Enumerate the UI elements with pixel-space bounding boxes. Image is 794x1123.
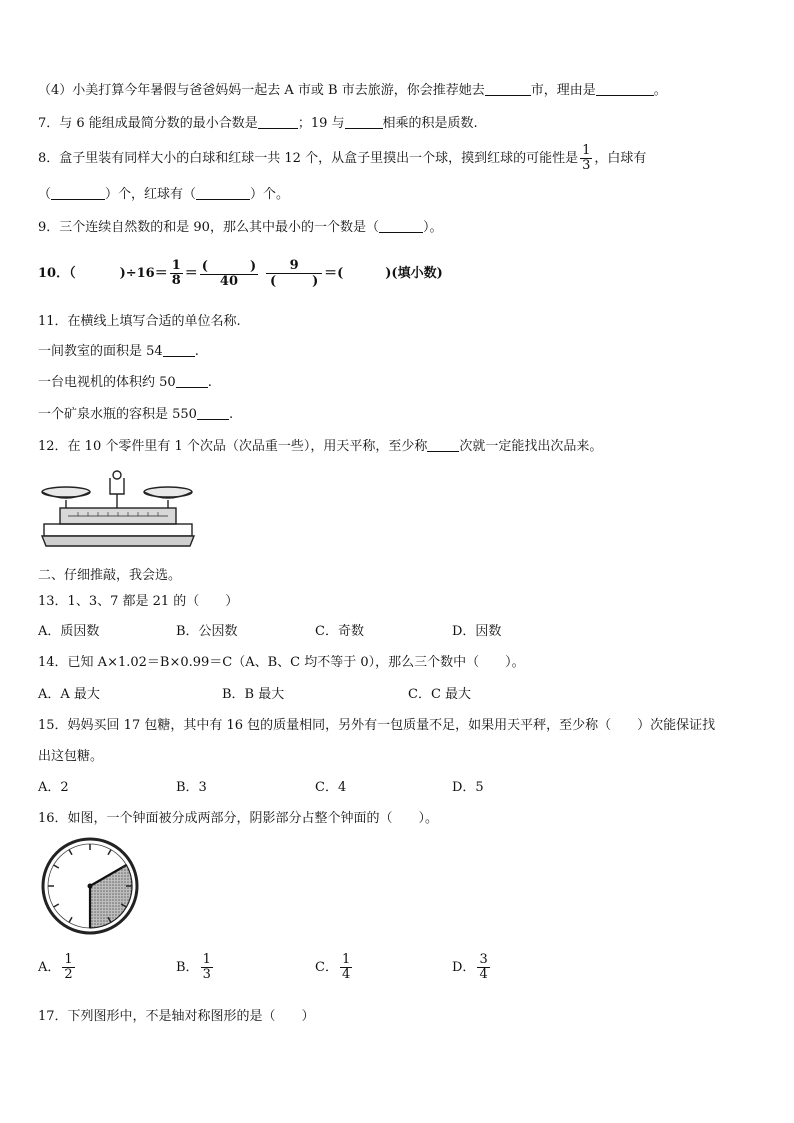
q15-stem-l1: 15．妈妈买回 17 包糖，其中有 16 包的质量相同，另外有一包质量不足，如果用天平秤，至少称（ ）次能保证找 bbox=[38, 718, 716, 733]
q10-equals-2: ＝( bbox=[324, 266, 344, 281]
q13-option-d[interactable]: D．因数 bbox=[452, 624, 502, 639]
fraction-one-eighth: $\frac{1}{8}$ bbox=[171, 258, 181, 288]
q6-text-a: （4）小美打算今年暑假与爸爸妈妈一起去 A 市或 B 市去旅游，你会推荐她去 bbox=[38, 83, 485, 98]
question-17 bbox=[38, 1008, 315, 1026]
question-15-l1 bbox=[38, 717, 715, 735]
q12-text-a: 12．在 10 个零件里有 1 个次品（次品重一些），用天平称，至少称 bbox=[38, 439, 428, 454]
q6-text-b: 市，理由是 bbox=[530, 83, 596, 98]
fraction: $\frac{1}{2}$ bbox=[64, 952, 73, 982]
answer-blank[interactable] bbox=[176, 374, 208, 388]
q16-option-d-label: D． bbox=[452, 960, 476, 975]
q16-option-b[interactable] bbox=[176, 950, 215, 986]
question-11-title bbox=[38, 313, 241, 331]
q6-text-c: 。 bbox=[653, 83, 667, 98]
q16-option-a[interactable] bbox=[38, 950, 77, 986]
q8-text-b: ，白球有 bbox=[594, 151, 647, 166]
q8-line2-a: （ bbox=[38, 187, 52, 202]
question-8 bbox=[38, 142, 646, 176]
question-15-l2 bbox=[38, 748, 103, 766]
answer-blank[interactable] bbox=[427, 438, 459, 452]
answer-blank[interactable] bbox=[485, 82, 531, 96]
q9-text-a: 9．三个连续自然数的和是 90，那么其中最小的一个数是（ bbox=[38, 220, 379, 235]
fraction-one-third: $\frac{1}{3}$ bbox=[582, 143, 591, 173]
q7-text-c: 相乘的积是质数. bbox=[382, 116, 478, 131]
q16-option-b-label: B． bbox=[176, 960, 199, 975]
clock-face-illustration bbox=[40, 836, 140, 936]
q15-option-b[interactable]: B．3 bbox=[176, 780, 207, 795]
fraction: $\frac{1}{4}$ bbox=[341, 952, 351, 982]
q10-prefix: 10．（ bbox=[38, 266, 76, 281]
q10-div16: )÷16＝ bbox=[119, 266, 168, 281]
q10-equals: ＝ bbox=[184, 266, 198, 281]
q8-line2-c: ）个。 bbox=[250, 187, 290, 202]
q7-text-b: ；19 与 bbox=[297, 116, 345, 131]
answer-blank[interactable] bbox=[197, 406, 229, 420]
q14-option-b[interactable]: B．B 最大 bbox=[222, 687, 285, 702]
answer-blank[interactable] bbox=[196, 186, 250, 200]
q16-stem: 16．如图，一个钟面被分成两部分，阴影部分占整个钟面的（ ）。 bbox=[38, 811, 439, 826]
q11-l2: 一台电视机的体积约 50 bbox=[38, 375, 176, 390]
question-11-l2 bbox=[38, 374, 212, 392]
question-13 bbox=[38, 593, 238, 611]
q16-option-a-label: A． bbox=[38, 960, 61, 975]
question-10 bbox=[38, 254, 443, 294]
q16-option-d[interactable] bbox=[452, 950, 492, 986]
q11-title: 11．在横线上填写合适的单位名称. bbox=[38, 314, 241, 329]
fraction: $\frac{1}{3}$ bbox=[202, 952, 211, 982]
q16-option-c[interactable] bbox=[315, 950, 354, 986]
q10-suffix: )(填小数) bbox=[385, 266, 443, 281]
q16-option-c-label: C． bbox=[315, 960, 338, 975]
q8-line2-b: ）个，红球有（ bbox=[105, 187, 197, 202]
answer-blank[interactable] bbox=[208, 259, 250, 272]
q15-option-c[interactable]: C．4 bbox=[315, 780, 347, 795]
q11-l1-end: . bbox=[194, 344, 199, 359]
q14-option-a[interactable]: A．A 最大 bbox=[38, 687, 100, 702]
fraction-nine-over-blank: $\frac{9}{( )}$ bbox=[266, 259, 322, 289]
answer-blank[interactable] bbox=[51, 186, 105, 200]
q13-option-c[interactable]: C．奇数 bbox=[315, 624, 364, 639]
answer-blank[interactable] bbox=[345, 115, 383, 129]
answer-blank[interactable] bbox=[596, 82, 654, 96]
q13-option-b[interactable]: B．公因数 bbox=[176, 624, 238, 639]
balance-scale-illustration bbox=[38, 466, 198, 556]
section-2-text: 二、仔细推敲，我会选。 bbox=[38, 568, 182, 583]
question-16 bbox=[38, 810, 438, 828]
q11-l2-end: . bbox=[207, 375, 212, 390]
section-2-title bbox=[38, 567, 181, 585]
question-6-4 bbox=[38, 82, 667, 100]
fraction: $\frac{3}{4}$ bbox=[479, 952, 488, 982]
q14-stem: 14．已知 A×1.02＝B×0.99＝C（A、B、C 均不等于 0），那么三个数中（ ）。 bbox=[38, 655, 525, 670]
q9-text-b: ）。 bbox=[422, 220, 443, 235]
answer-blank[interactable] bbox=[163, 343, 195, 357]
question-14 bbox=[38, 654, 525, 672]
q11-l3-end: . bbox=[228, 407, 234, 422]
question-7 bbox=[38, 115, 478, 133]
question-11-l3 bbox=[38, 406, 233, 424]
q15-option-d[interactable]: D．5 bbox=[452, 780, 484, 795]
q14-option-c[interactable]: C．C 最大 bbox=[408, 687, 472, 702]
question-11-l1 bbox=[38, 343, 199, 361]
fraction-blank-over-40: $\frac{( )}{40}$ bbox=[201, 258, 257, 289]
q15-stem-l2: 出这包糖。 bbox=[38, 749, 104, 764]
answer-blank[interactable] bbox=[276, 274, 312, 287]
q17-stem: 17．下列图形中，不是轴对称图形的是（ ） bbox=[38, 1009, 315, 1024]
q12-text-b: 次就一定能找出次品来。 bbox=[459, 439, 603, 454]
q13-stem: 13．1、3、7 都是 21 的（ ） bbox=[38, 594, 239, 609]
q11-l1: 一间教室的面积是 54 bbox=[38, 344, 163, 359]
q13-option-a[interactable]: A．质因数 bbox=[38, 624, 100, 639]
q8-text-a: 8．盒子里装有同样大小的白球和红球一共 12 个，从盒子里摸出一个球，摸到红球的可能性是 bbox=[38, 151, 579, 166]
question-12 bbox=[38, 438, 602, 456]
question-8-line2 bbox=[38, 186, 289, 204]
q15-option-a[interactable]: A．2 bbox=[38, 780, 69, 795]
q11-l3: 一个矿泉水瓶的容积是 550 bbox=[38, 407, 197, 422]
answer-blank[interactable] bbox=[258, 115, 298, 129]
q7-text-a: 7．与 6 能组成最简分数的最小合数是 bbox=[38, 116, 258, 131]
answer-blank[interactable] bbox=[379, 219, 423, 233]
question-9 bbox=[38, 219, 442, 237]
